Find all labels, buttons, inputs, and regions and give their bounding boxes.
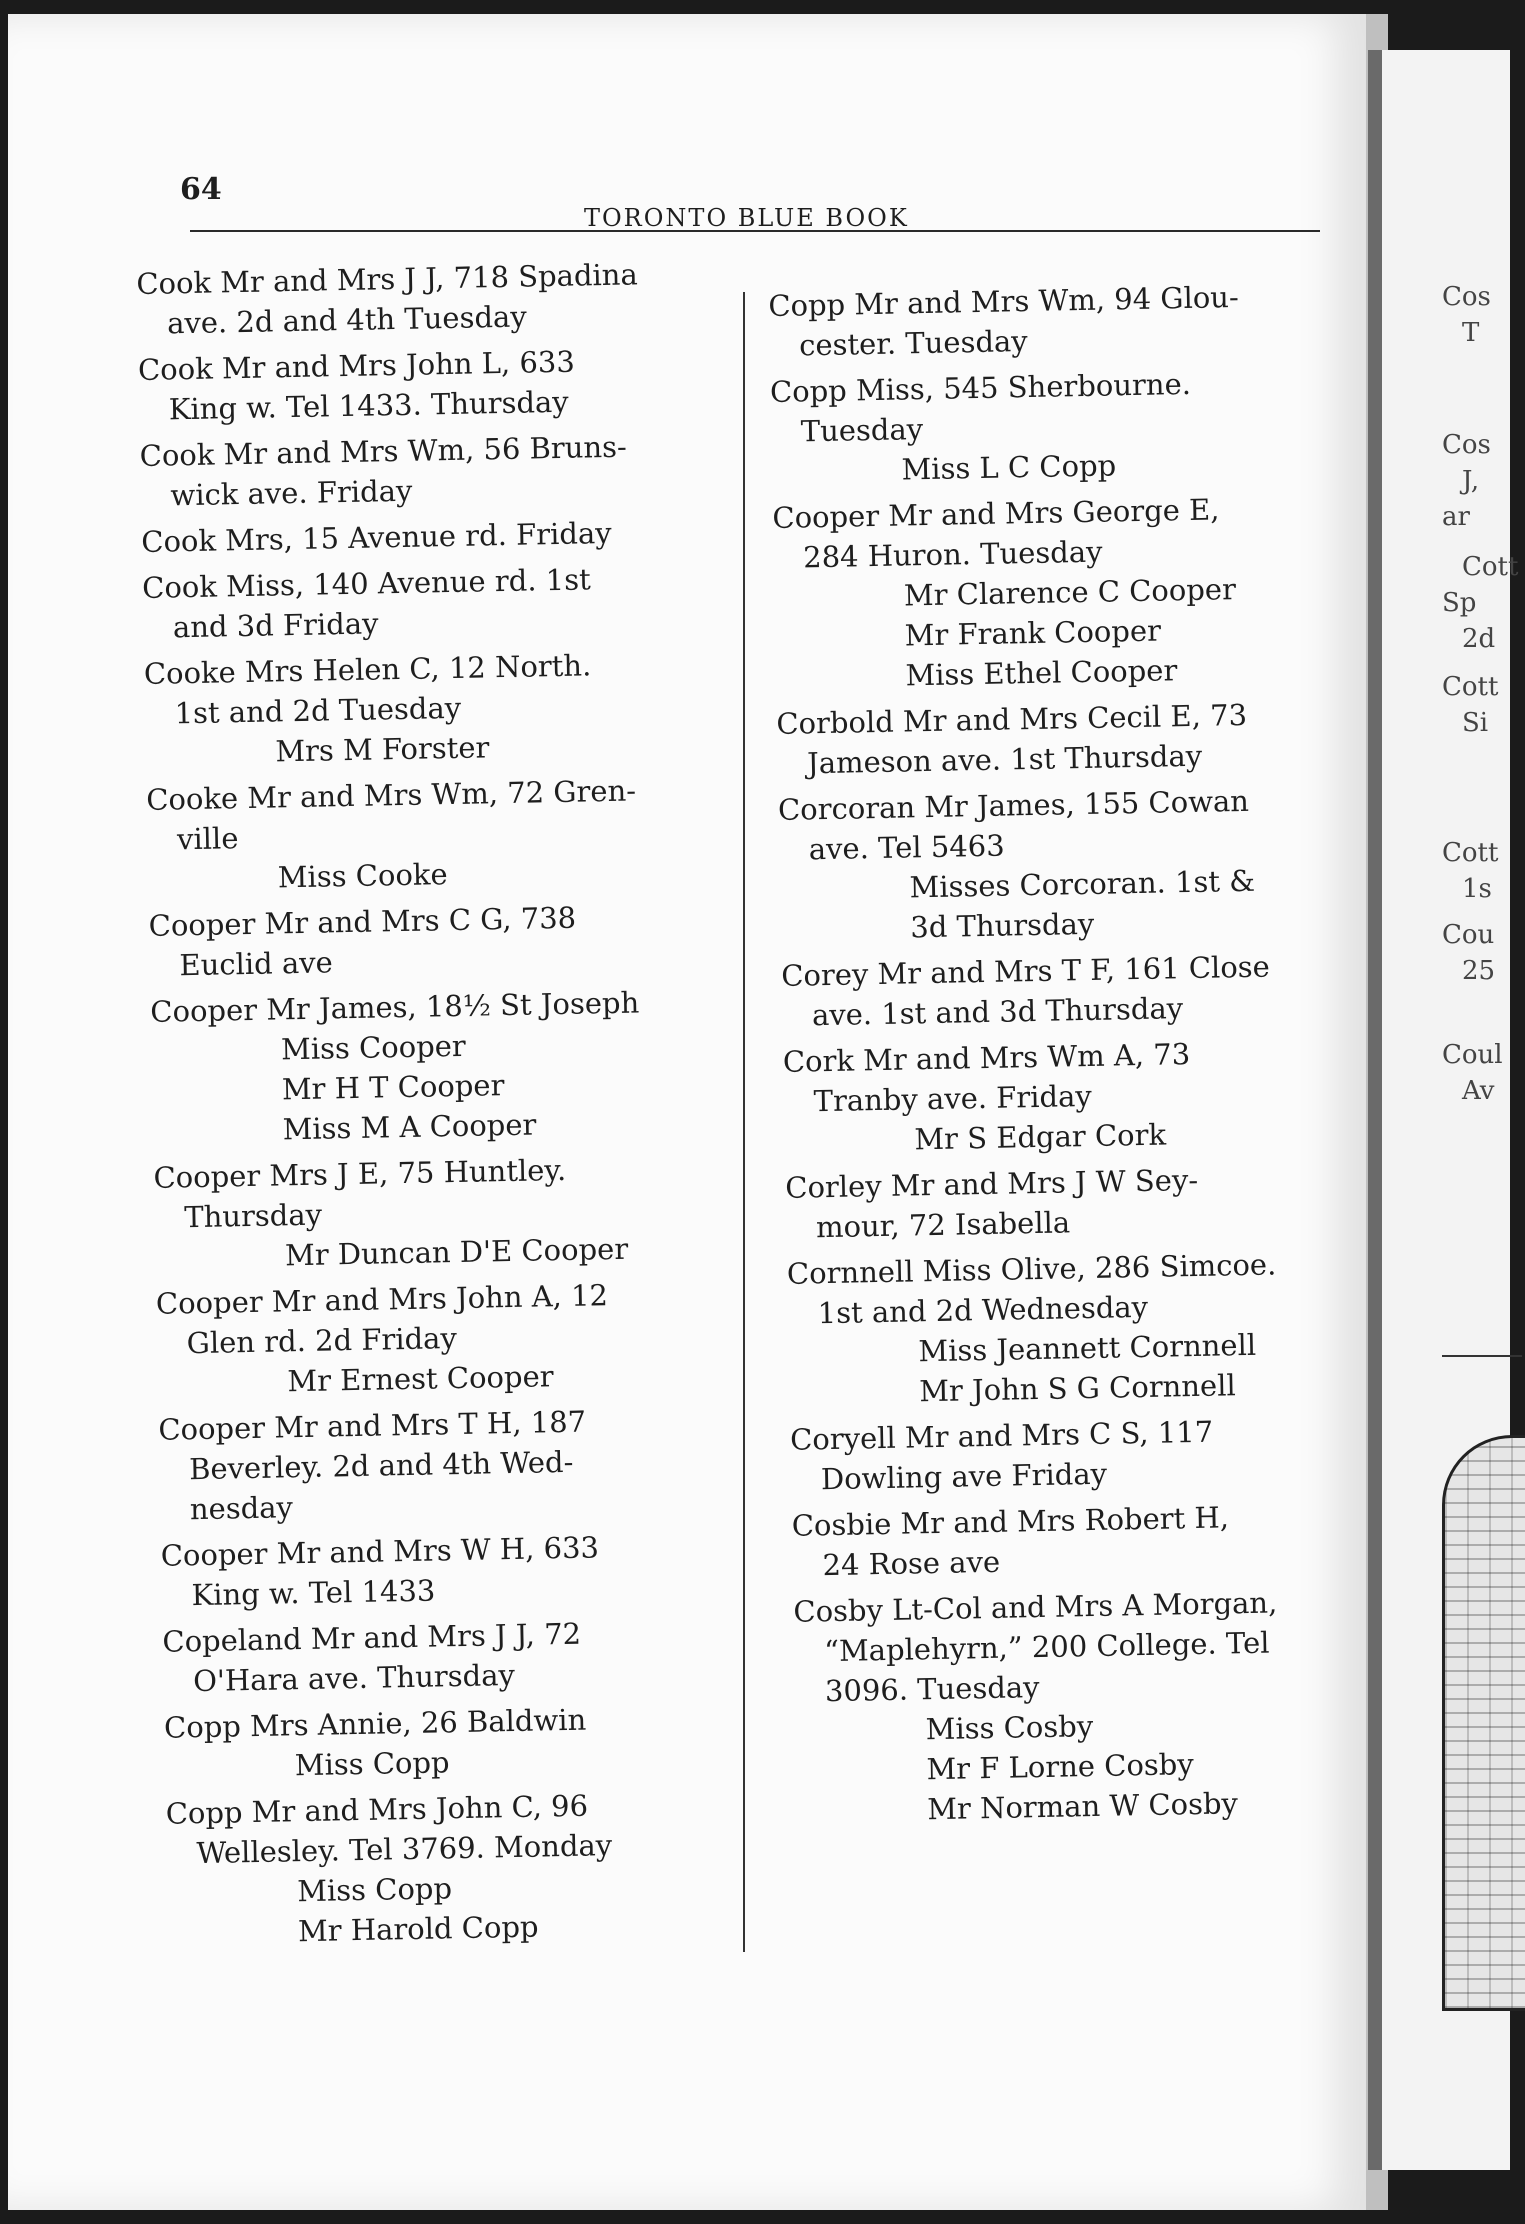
entry-name-line: Cook Mrs, 15 Avenue rd. Friday [141,515,612,559]
directory-entry [150,981,713,1152]
running-head: TORONTO BLUE BOOK [584,204,909,232]
entry-name-line: Corbold Mr and Mrs Cecil E, 73 [776,697,1248,741]
household-member: Miss Ethel Cooper [905,653,1178,693]
entry-continuation-line: nesday [189,1490,294,1527]
next-page-edge [1368,50,1519,2170]
directory-entry [153,1147,715,1278]
next-page-text-fragment: Av [1462,1076,1495,1106]
entry-continuation-line: 3096. Tuesday [824,1670,1040,1709]
entry-continuation-line: 1st and 2d Wednesday [817,1289,1149,1331]
next-page-text-fragment: ar [1442,502,1470,532]
entry-continuation-line: and 3d Friday [172,606,379,645]
household-member: Miss Jeannett Cornnell [918,1327,1257,1369]
directory-entry [785,1157,1346,1248]
header-rule [190,230,1320,232]
entry-name-line: Cooper Mr and Mrs C G, 738 [148,900,577,943]
entry-name-line: Cooper Mr James, 18½ St Joseph [150,985,640,1029]
directory-entry [793,1581,1358,1832]
entry-name-line: Corcoran Mr James, 155 Cowan [777,783,1250,827]
entry-name-line: Copeland Mr and Mrs J J, 72 [162,1616,582,1659]
entry-continuation-line: 1st and 2d Tuesday [174,690,462,731]
directory-entry [783,1031,1345,1162]
entry-name-line: Cooper Mr and Mrs T H, 187 [158,1404,587,1447]
entry-continuation-line: Jameson ave. 1st Thursday [806,738,1203,781]
entry-name-line: Cook Mr and Mrs J J, 718 Spadina [136,257,639,301]
household-member: Mr Harold Copp [297,1909,539,1949]
next-page-text-fragment: 2d [1462,624,1496,654]
column-divider [743,292,745,1952]
entry-continuation-line: Tuesday [800,412,924,449]
directory-entry [142,557,703,648]
next-page-text-fragment: Cott [1442,672,1499,702]
household-member: 3d Thursday [910,906,1095,945]
next-page-text-fragment: T [1462,318,1480,348]
next-page-text-fragment: Sp [1442,588,1477,618]
directory-entry [772,487,1336,698]
entry-name-line: Cooper Mr and Mrs George E, [772,492,1220,535]
entry-continuation-line: wick ave. Friday [170,473,413,513]
entry-name-line: Copp Mr and Mrs John C, 96 [165,1788,589,1831]
entry-continuation-line: Tranby ave. Friday [813,1078,1093,1119]
directory-entry [164,1697,725,1788]
next-page-text-fragment: Coul [1442,1040,1503,1070]
directory-entry [146,769,708,900]
directory-entry [790,1409,1351,1500]
directory-entry [148,895,709,986]
entry-name-line: Copp Mr and Mrs Wm, 94 Glou- [768,279,1240,323]
household-member: Miss Cosby [925,1709,1094,1747]
entry-continuation-line: ave. Tel 5463 [808,828,1005,867]
entry-continuation-line: King w. Tel 1433. Thursday [168,384,569,427]
entry-name-line: Cook Mr and Mrs Wm, 56 Bruns- [139,429,628,473]
entry-name-line: Cork Mr and Mrs Wm A, 73 [782,1037,1191,1079]
entry-name-line: Corley Mr and Mrs J W Sey- [784,1162,1199,1205]
entry-continuation-line: mour, 72 Isabella [815,1205,1071,1245]
household-member: Miss Cooper [280,1028,467,1067]
directory-entry [162,1611,723,1702]
household-member: Miss Cooke [277,857,448,895]
household-member: Miss M A Cooper [282,1107,537,1147]
entry-continuation-line: King w. Tel 1433 [191,1573,436,1613]
directory-entry [143,643,705,774]
household-member: Mr Duncan D'E Cooper [284,1231,629,1273]
entry-continuation-line: O'Hara ave. Thursday [192,1657,516,1699]
entry-continuation-line: ville [176,821,239,857]
household-member: Mr S Edgar Cork [914,1117,1167,1157]
directory-entry [768,275,1329,366]
entry-name-line: Copp Miss, 545 Sherbourne. [769,366,1192,409]
directory-entry [770,361,1332,492]
entry-name-line: Cosby Lt-Col and Mrs A Morgan, [793,1585,1278,1629]
entry-name-line: Cook Miss, 140 Avenue rd. 1st [141,562,592,605]
household-member: Mr Clarence C Cooper [903,572,1237,613]
entry-continuation-line: Euclid ave [179,945,334,983]
entry-continuation-line: Glen rd. 2d Friday [186,1321,458,1361]
directory-entry [136,253,697,344]
directory-entry [776,693,1337,784]
next-page-text-fragment: Cott [1462,552,1519,582]
page-number: 64 [180,172,222,207]
next-page-illustration [1442,1435,1525,2011]
directory-entry [165,1783,728,1954]
next-page-text-fragment: J, [1462,466,1480,496]
entry-continuation-line: Beverley. 2d and 4th Wed- [188,1444,574,1487]
household-member: Misses Corcoran. 1st & [909,863,1256,905]
left-column [136,253,728,1955]
book-page [8,14,1388,2210]
next-page-text-fragment: Cou [1442,920,1495,950]
household-member: Miss Copp [296,1871,453,1909]
entry-name-line: Cornnell Miss Olive, 286 Simcoe. [786,1247,1277,1291]
household-member: Mrs M Forster [275,730,490,769]
next-page-text-fragment: 25 [1462,956,1496,986]
next-page-text-fragment: Cos [1442,282,1491,312]
household-member: Miss L C Copp [901,448,1117,487]
household-member: Miss Copp [294,1745,450,1783]
directory-entry [778,779,1341,950]
right-column [768,275,1358,1833]
directory-entry [158,1399,720,1530]
entry-continuation-line: cester. Tuesday [798,324,1028,363]
household-member: Mr Frank Cooper [904,613,1162,653]
next-page-text-fragment: Cott [1442,838,1499,868]
next-page-rule [1442,1355,1522,1357]
entry-continuation-line: 24 Rose ave [822,1544,1001,1583]
entry-name-line: Cosbie Mr and Mrs Robert H, [791,1500,1230,1543]
household-member: Mr F Lorne Cosby [926,1747,1195,1787]
entry-name-line: Cooper Mr and Mrs W H, 633 [160,1530,600,1573]
entry-continuation-line: 284 Huron. Tuesday [802,534,1103,575]
entry-continuation-line: ave. 1st and 3d Thursday [811,991,1184,1033]
entry-name-line: Cooke Mr and Mrs Wm, 72 Gren- [145,773,637,817]
next-page-text-fragment: Cos [1442,430,1491,460]
household-member: Mr H T Cooper [281,1068,505,1107]
directory-entry [160,1525,721,1616]
entry-name-line: Cooper Mr and Mrs John A, 12 [155,1278,609,1321]
entry-name-line: Cooke Mrs Helen C, 12 North. [143,648,592,691]
next-page-text-fragment: Si [1462,708,1489,738]
entry-name-line: Coryell Mr and Mrs C S, 117 [789,1414,1214,1457]
directory-entry [139,425,700,516]
directory-entry [156,1273,718,1404]
household-member: Mr Ernest Cooper [287,1359,554,1399]
entry-name-line: Cook Mr and Mrs John L, 633 [137,344,576,387]
household-member: Mr John S G Cornnell [918,1368,1236,1409]
entry-continuation-line: ave. 2d and 4th Tuesday [166,299,527,341]
entry-name-line: Corey Mr and Mrs T F, 161 Close [780,949,1271,993]
directory-entry [791,1495,1352,1586]
entry-continuation-line: Dowling ave Friday [820,1456,1108,1497]
directory-entry [138,339,699,430]
entry-name-line: Copp Mrs Annie, 26 Baldwin [163,1702,587,1745]
entry-name-line: Cooper Mrs J E, 75 Huntley. [153,1152,567,1195]
household-member: Mr Norman W Cosby [926,1786,1239,1827]
entry-continuation-line: “Maplehyrn,” 200 College. Tel [823,1625,1270,1669]
directory-entry [141,511,702,562]
entry-continuation-line: Wellesley. Tel 3769. Monday [196,1828,613,1871]
directory-entry [787,1243,1350,1414]
directory-entry [781,945,1342,1036]
entry-continuation-line: Thursday [183,1197,323,1235]
next-page-text-fragment: 1s [1462,874,1492,904]
